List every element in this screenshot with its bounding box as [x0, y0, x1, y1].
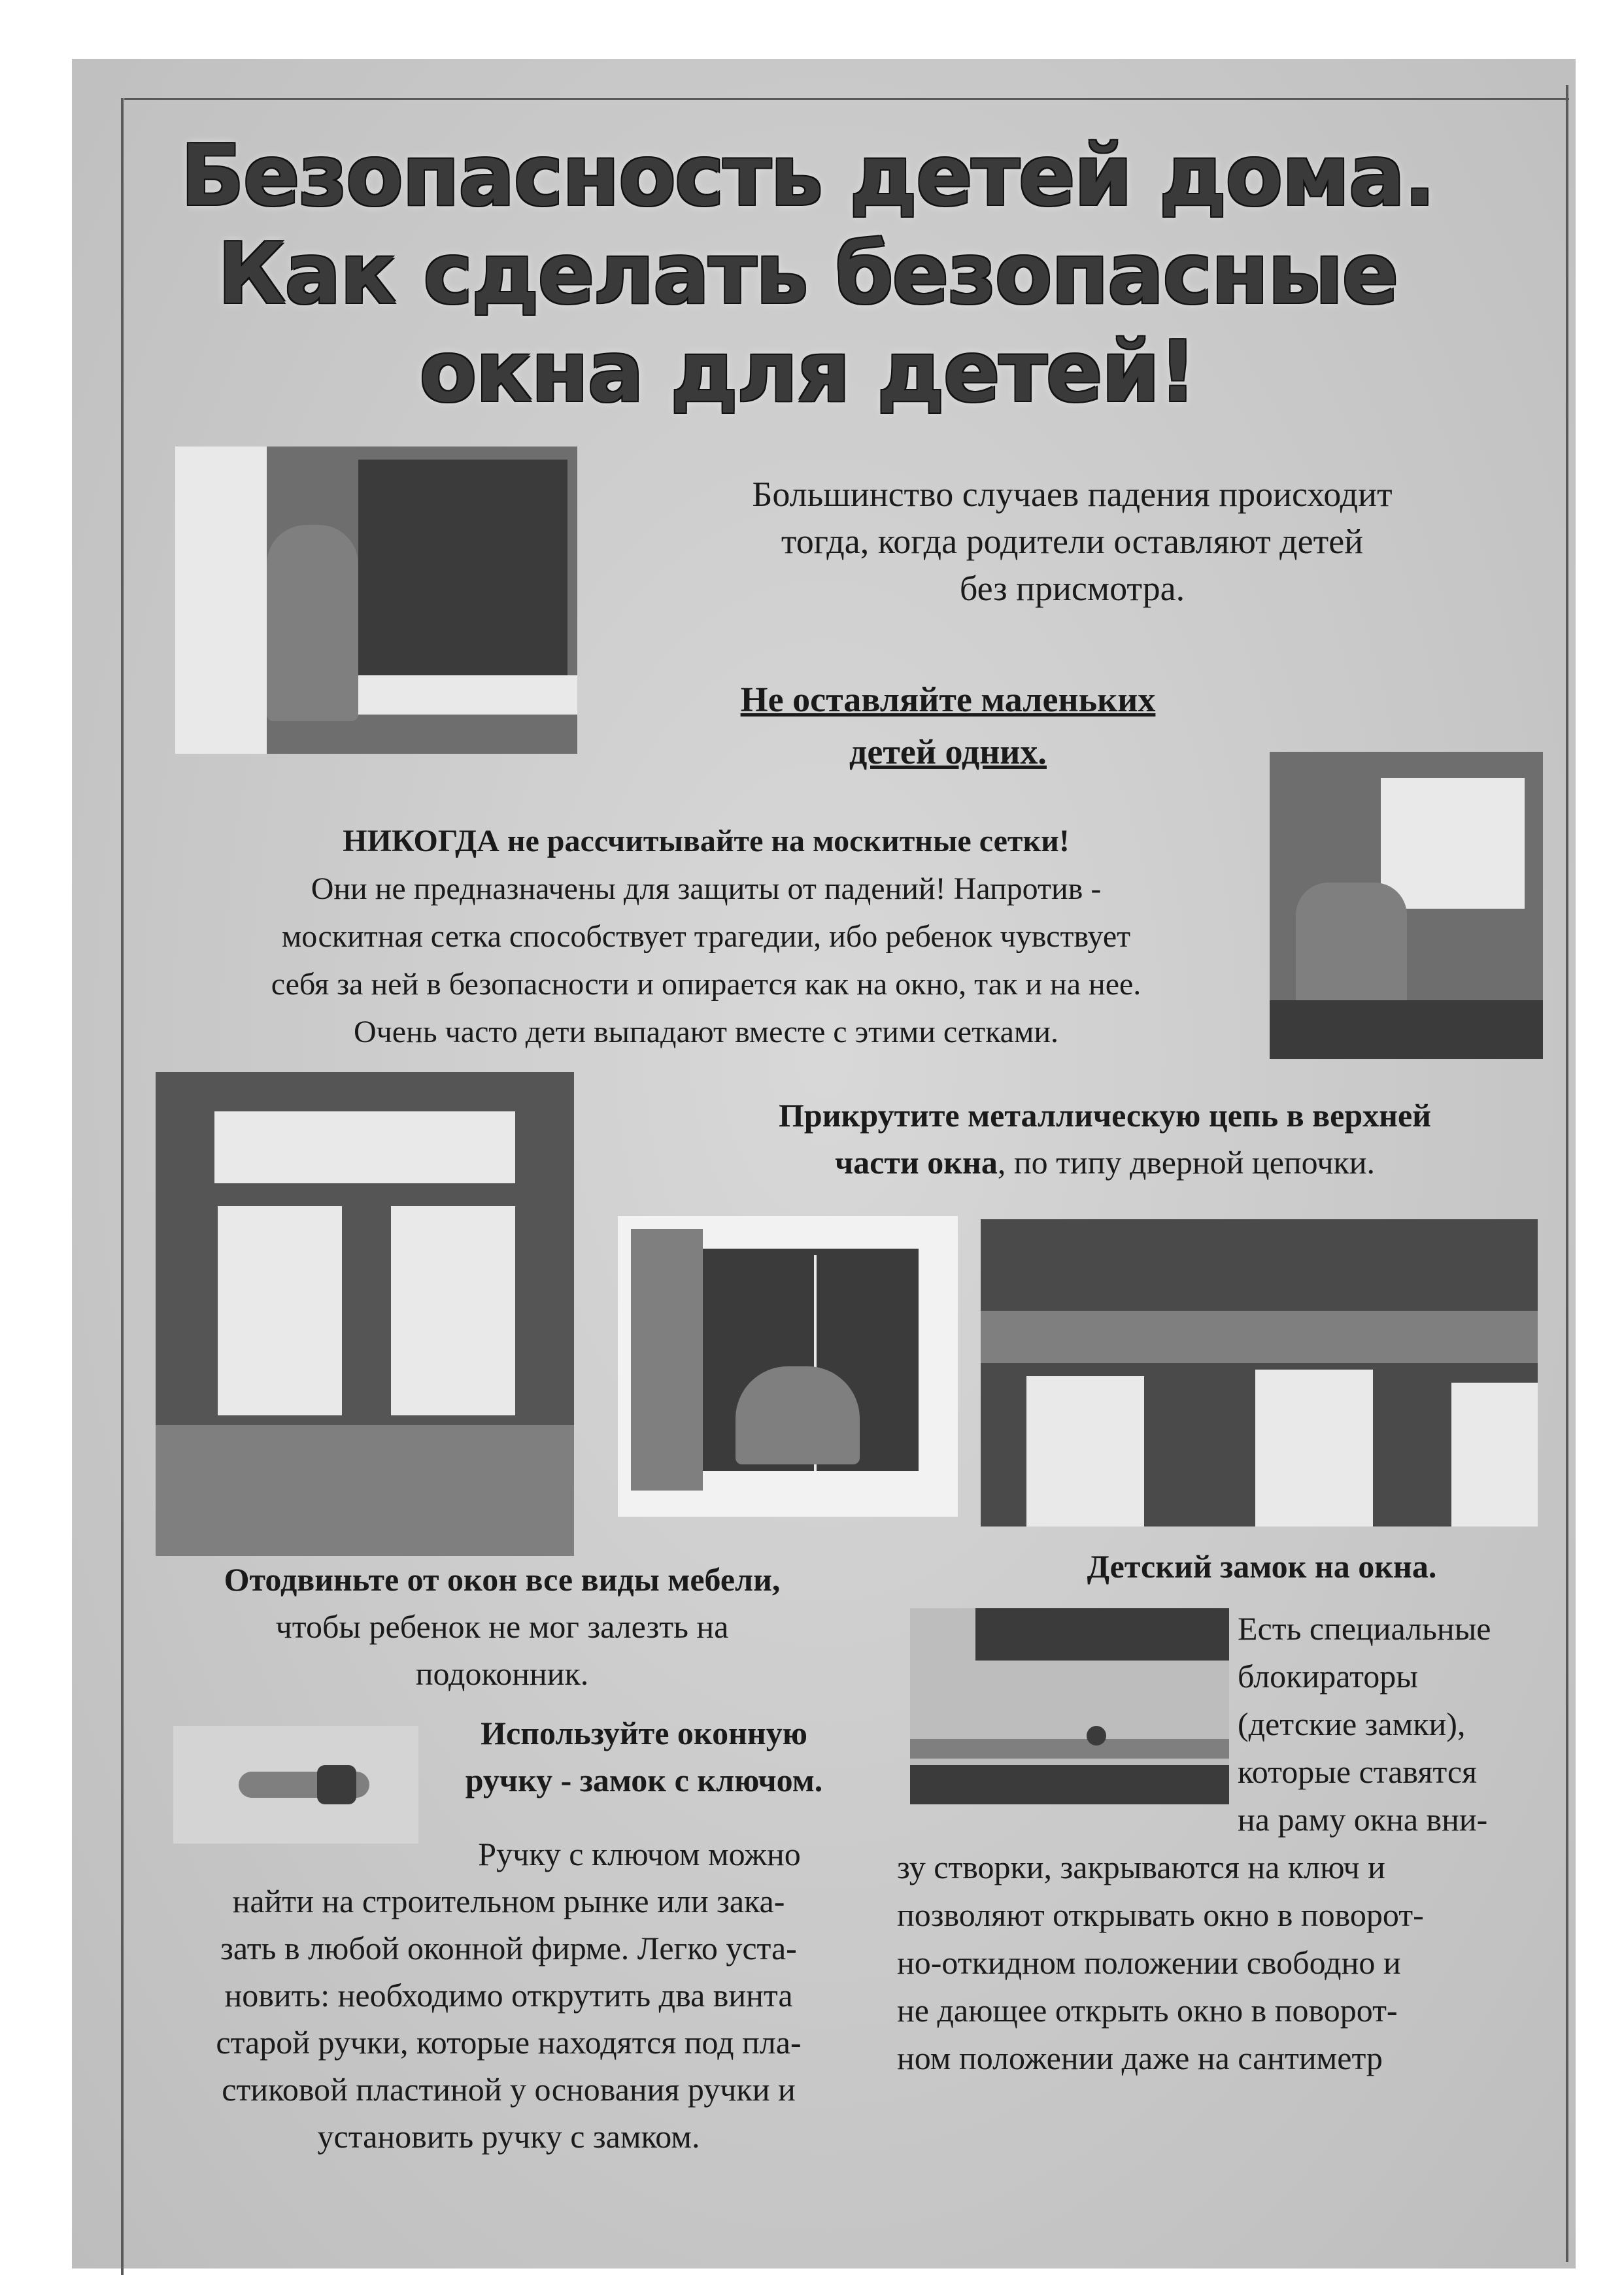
child-lock-line-3: (детские замки), [1238, 1706, 1466, 1742]
photo-child-at-window [175, 447, 577, 754]
handle-line-4: новить: необходимо открутить два винта [224, 1977, 793, 2014]
child-lock-text-side [1238, 1605, 1551, 1844]
child-lock-text-body [897, 1844, 1551, 2082]
handle-text [156, 1830, 862, 2160]
child-lock-line-6: зу створки, закрываются на ключ и [897, 1849, 1385, 1885]
mosquito-line-2: москитная сетка способствует трагедии, ибо ребенок чувствует [281, 919, 1131, 954]
warning-heading [654, 673, 1242, 778]
mosquito-net-heading: НИКОГДА не рассчитывайте на москитные сетки! [343, 824, 1070, 858]
intro-line-1: Большинство случаев падения происходит [752, 475, 1393, 514]
chain-advice-bold-1: Прикрутите металлическую цепь в верхней [779, 1097, 1431, 1134]
photo-mother-child-window [618, 1216, 958, 1517]
furniture-advice [156, 1556, 849, 1697]
child-lock-line-7: позволяют открывать окно в поворот- [897, 1897, 1424, 1933]
child-lock-line-1: Есть специальные [1238, 1610, 1491, 1647]
handle-line-3: зать в любой оконной фирме. Легко уста- [220, 1930, 797, 1966]
page-border-left [121, 98, 124, 2275]
child-lock-heading: Детский замок на окна. [1087, 1548, 1437, 1585]
chain-advice-rest: , по типу дверной цепочки. [997, 1144, 1376, 1181]
furniture-line-3: подоконник. [415, 1655, 589, 1692]
child-lock-line-5: на раму окна вни- [1238, 1801, 1488, 1838]
title-line-1: Безопасность детей дома. [180, 127, 1434, 225]
photo-window-handle [173, 1726, 418, 1844]
title-line-3: окна для детей! [419, 324, 1196, 421]
mosquito-line-3: себя за ней в безопасности и опирается как на окно, так и на нее. [271, 967, 1142, 1002]
warning-heading-line-1: Не оставляйте маленьких [740, 680, 1156, 719]
child-lock-line-4: которые ставятся [1238, 1753, 1478, 1790]
handle-line-1: Ручку с ключом можно [478, 1836, 801, 1872]
photo-balcony-door [156, 1072, 574, 1556]
handle-line-5: старой ручки, которые находятся под пла- [216, 2024, 802, 2061]
intro-text [641, 471, 1504, 612]
furniture-advice-bold: Отодвиньте от окон все виды мебели, [224, 1561, 781, 1598]
handle-heading-line-2: ручку - замок с ключом. [465, 1762, 823, 1798]
intro-line-3: без присмотра. [959, 569, 1185, 608]
furniture-line-2: чтобы ребенок не мог залезть на [275, 1608, 729, 1645]
page-title [111, 127, 1504, 422]
handle-line-7: установить ручку с замком. [317, 2118, 700, 2155]
title-line-2: Как сделать безопасные [217, 226, 1398, 323]
photo-window-frame [981, 1219, 1538, 1527]
child-lock-line-10: ном положении даже на сантиметр [897, 2040, 1383, 2076]
page-border-right [1566, 85, 1568, 2262]
intro-line-2: тогда, когда родители оставляют детей [781, 522, 1364, 561]
warning-heading-line-2: детей одних. [849, 732, 1047, 771]
child-lock-line-9: не дающее открыть окно в поворот- [897, 1992, 1398, 2029]
mosquito-line-1: Они не предназначены для защиты от падений! Напротив - [311, 871, 1102, 906]
photo-child-behind-net [1270, 752, 1543, 1059]
mosquito-line-4: Очень часто дети выпадают вместе с этими сетками. [353, 1015, 1059, 1049]
handle-line-6: стиковой пластиной у основания ручки и [222, 2071, 796, 2108]
handle-heading [418, 1710, 870, 1804]
handle-line-2: найти на строительном рынке или зака- [232, 1883, 785, 1919]
child-lock-line-8: но-откидном положении свободно и [897, 1944, 1401, 1981]
chain-advice [680, 1092, 1530, 1186]
page-border-top [124, 98, 1569, 100]
mosquito-net-section [144, 817, 1268, 1056]
child-lock-line-2: блокираторы [1238, 1658, 1418, 1695]
chain-advice-bold-2: части окна [834, 1144, 998, 1181]
photo-child-lock [910, 1608, 1229, 1804]
handle-heading-line-1: Используйте оконную [481, 1715, 807, 1751]
